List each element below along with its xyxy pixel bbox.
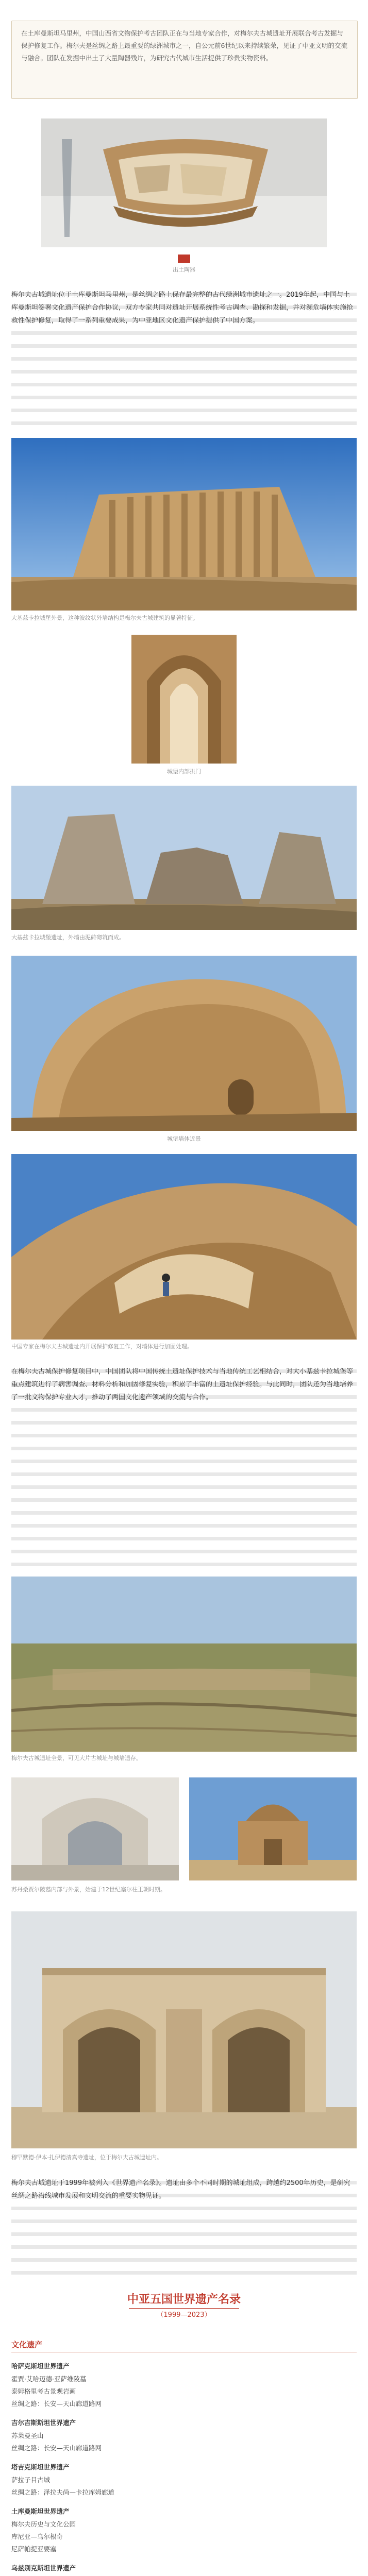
- list-banner: [98, 2287, 270, 2326]
- intro-text: 在土库曼斯坦马里州，中国山西省文物保护考古团队正在与当地专家合作，对梅尔夫古城遗址开展联合考古发掘与保护修复工作。梅尔夫是丝绸之路上最重要的绿洲城市之一，自公元前6世纪以来持续繁荣，见证了中亚文明的交流与融合。团队在发掘中出土了大量陶器残片，为研究古代城市生活提供了珍贵实物资料。: [21, 29, 347, 62]
- restoration-photo: [11, 1154, 357, 1340]
- heritage-group-title: 吉尔吉斯斯坦世界遗产: [11, 2419, 76, 2427]
- body-paragraph-2: 在梅尔夫古城保护修复项目中，中国团队将中国传统土遗址保护技术与当地传统工艺相结合，对大小基兹卡拉城堡等重点建筑进行了病害调查、材料分析和加固修复实验，积累了丰富的土遗址保护经验。与此同时，团队还为当地培养了一批文物保护专业人才，推动了两国文化遗产领域的交流与合作。: [11, 1365, 357, 1571]
- mausoleum-interior-photo: [11, 1777, 179, 1880]
- ruins-photo: [11, 786, 357, 930]
- heritage-list-item: 梅尔夫历史与文化公园: [11, 2520, 76, 2528]
- heritage-list-item: 丝绸之路：长安—天山廊道路网: [11, 2444, 102, 2452]
- intro-box: [11, 21, 358, 99]
- wall-closeup-photo: [11, 956, 357, 1131]
- heritage-list-item: 萨拉子目古城: [11, 2476, 51, 2484]
- figure-2-caption: 大基兹卡拉城堡外景，这种波纹状外墙结构是梅尔夫古城建筑的显著特征。: [11, 615, 198, 621]
- figure-7-caption: 梅尔夫古城遗址全景，可见大片古城址与城墙遗存。: [11, 1755, 142, 1761]
- list-banner-title: 中亚五国世界遗产名录: [127, 2293, 241, 2306]
- heritage-list-item: 丝绸之路：泽拉夫尚—卡拉库姆廊道: [11, 2488, 115, 2496]
- heritage-list-item: 泰姆格里考古景观岩画: [11, 2387, 76, 2395]
- body-paragraph-1: 梅尔夫古城遗址位于土库曼斯坦马里州，是丝绸之路上保存最完整的古代绿洲城市遗址之一。2019年起，中国与土库曼斯坦签署文化遗产保护合作协议，双方专家共同对遗址开展系统性考古调查、勘探和发掘，并对濒危墙体实施抢救性保护修复，取得了一系列重要成果，为中亚地区文化遗产保护提供了中国方案。: [11, 289, 357, 430]
- heritage-list-item: 尼萨帕提亚要塞: [11, 2545, 57, 2553]
- body-paragraph-3: 梅尔夫古城遗址于1999年被列入《世界遗产名录》。遗址由多个不同时期的城址组成，跨越约2500年历史，是研究丝绸之路沿线城市发展和文明交流的重要实物见证。: [11, 2177, 357, 2280]
- group-spacer: [11, 2454, 357, 2461]
- heritage-group-title: 哈萨克斯坦世界遗产: [11, 2362, 70, 2370]
- pottery-photo: [41, 118, 327, 247]
- fortress-photo: [11, 438, 357, 611]
- figure-3-caption: 城堡内部拱门: [167, 768, 201, 775]
- heritage-group-title: 土库曼斯坦世界遗产: [11, 2507, 70, 2515]
- heritage-list-item: 霍贾·艾哈迈德·亚萨维陵墓: [11, 2375, 87, 2383]
- figure-1-caption: 出土陶器: [173, 266, 195, 273]
- group-spacer: [11, 2499, 357, 2505]
- cultural-heritage-heading: 文化遗产: [11, 2340, 43, 2349]
- heritage-group-title: 塔吉克斯坦世界遗产: [11, 2463, 70, 2471]
- arch-photo: [131, 635, 237, 764]
- figure-9-caption: 穆罕默德·伊本·扎伊德清真寺遗址，位于梅尔夫古城遗址内。: [11, 2154, 162, 2161]
- group-spacer: [11, 2410, 357, 2416]
- list-banner-years: （1999—2023）: [157, 2311, 211, 2319]
- figure-5-caption: 城堡墙体近景: [167, 1136, 201, 1142]
- cultural-heritage-list: [11, 2360, 357, 2576]
- heritage-list-item: 丝绸之路：长安—天山廊道路网: [11, 2400, 102, 2408]
- group-spacer: [11, 2555, 357, 2562]
- mausoleum-exterior-photo: [189, 1777, 357, 1880]
- figure-4-caption: 大基兹卡拉城堡遗址，外墙由泥砖砌筑而成。: [11, 934, 125, 941]
- figure-6-caption: 中国专家在梅尔夫古城遗址内开展保护修复工作，对墙体进行加固处理。: [11, 1343, 193, 1350]
- figure-marker: [178, 255, 190, 263]
- heritage-list-item: 苏莱曼圣山: [11, 2432, 44, 2439]
- heritage-group-title: 乌兹别克斯坦世界遗产: [11, 2564, 76, 2572]
- panorama-photo: [11, 1577, 357, 1752]
- banner-divider: [129, 2308, 239, 2309]
- figure-8-caption: 苏丹桑贾尔陵墓内部与外景，始建于12世纪塞尔柱王朝时期。: [11, 1886, 166, 1893]
- heritage-list-item: 库尼亚—乌尔根奇: [11, 2533, 63, 2540]
- mosque-photo: [11, 1911, 357, 2148]
